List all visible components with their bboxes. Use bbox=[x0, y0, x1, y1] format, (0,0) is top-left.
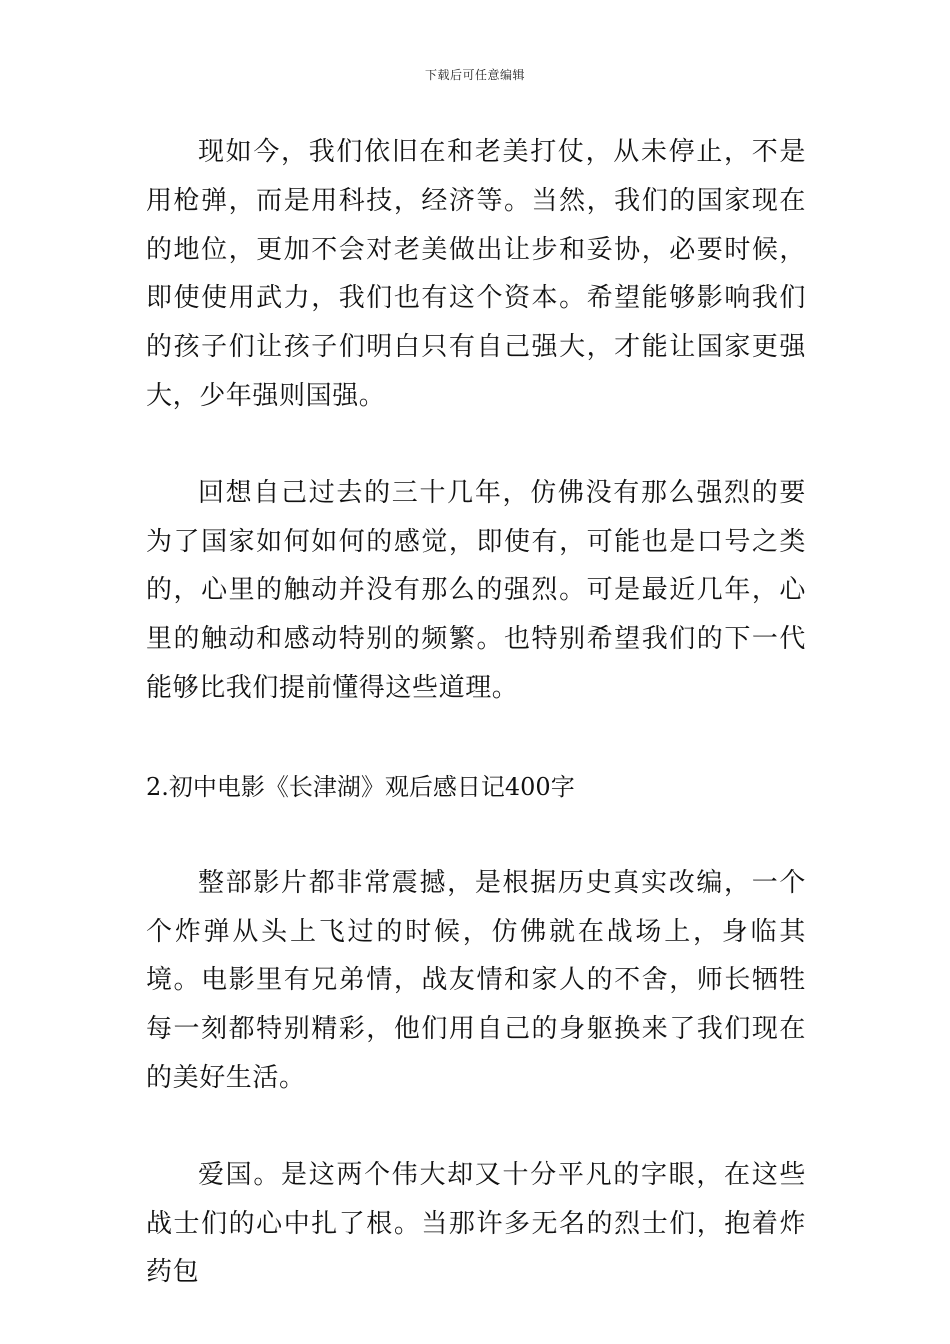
paragraph-4: 爱国。是这两个伟大却又十分平凡的字眼，在这些战士们的心中扎了根。当那许多无名的烈士们，抱着炸药包 bbox=[146, 1159, 806, 1288]
paragraph-2: 回想自己过去的三十几年，仿佛没有那么强烈的要为了国家如何如何的感觉，即使有，可能也是口号之类的，心里的触动并没有那么的强烈。可是最近几年，心里的触动和感动特别的频繁。也特别希望我们的下一代能够比我们提前懂得这些道理。 bbox=[146, 477, 806, 703]
paragraph-3: 整部影片都非常震撼，是根据历史真实改编，一个个炸弹从头上飞过的时候，仿佛就在战场上，身临其境。电影里有兄弟情，战友情和家人的不舍，师长牺牲每一刻都特别精彩，他们用自己的身躯换来了我们现在的美好生活。 bbox=[146, 867, 806, 1093]
paragraph-spacer bbox=[146, 713, 806, 763]
section-heading: 2.初中电影《长津湖》观后感日记400字 bbox=[146, 772, 575, 801]
page-header: 下载后可任意编辑 bbox=[424, 68, 525, 82]
paragraph-1: 现如今，我们依旧在和老美打仗，从未停止，不是用枪弹，而是用科技，经济等。当然，我们的国家现在的地位，更加不会对老美做出让步和妥协，必要时候，即使使用武力，我们也有这个资本。希望能够影响我们的孩子们让孩子们明白只有自己强大，才能让国家更强大，少年强则国强。 bbox=[146, 137, 806, 411]
paragraph-spacer bbox=[146, 421, 806, 469]
paragraph-spacer bbox=[146, 1103, 806, 1151]
paragraph-spacer bbox=[146, 811, 806, 859]
document-body bbox=[146, 128, 806, 1297]
